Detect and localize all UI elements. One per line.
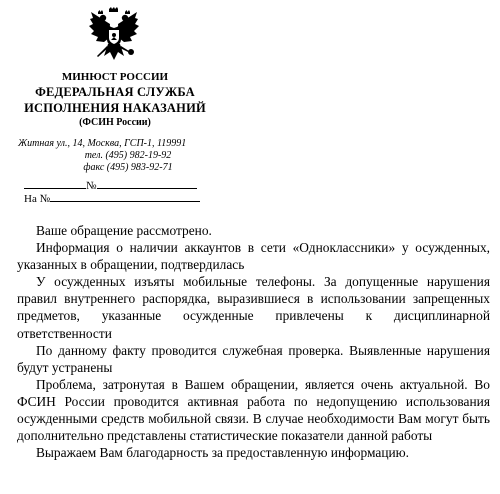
incoming-reference-line xyxy=(24,191,200,205)
body-paragraph: По данному факту проводится служебная проверка. Выявленные нарушения будут устранены xyxy=(17,342,490,375)
coat-of-arms-icon xyxy=(88,6,140,64)
outgoing-number-line xyxy=(24,178,197,192)
body-paragraph: У осужденных изъяты мобильные телефоны. За допущенные нарушения правил внутреннего распорядка, выразившиеся в использовании запрещенных предметов, указанные осужденные привлечены к дисциплинарной ответственности xyxy=(17,274,490,341)
postal-address: Житная ул., 14, Москва, ГСП-1, 119991 xyxy=(18,138,187,149)
body-paragraph: Выражаем Вам благодарность за предоставленную информацию. xyxy=(36,445,410,461)
outgoing-number-label: № xyxy=(86,180,97,192)
service-abbreviation: (ФСИН России) xyxy=(79,117,151,128)
organization-name-block xyxy=(0,70,230,129)
outgoing-date-blank xyxy=(24,178,86,189)
contact-block xyxy=(18,138,230,174)
body-paragraph: Проблема, затронутая в Вашем обращении, является очень актуальной. Во ФСИН России проводится активная работа по недопущению использования осужденными средств мобильной связи. В случае необходимости Вам могут быть дополнительно представлены статистические показатели данной работы xyxy=(17,376,490,444)
service-name-line1: ФЕДЕРАЛЬНАЯ СЛУЖБА xyxy=(35,85,195,99)
letterhead xyxy=(0,0,500,205)
body-paragraph: Ваше обращение рассмотрено. xyxy=(36,223,212,238)
fax-number: факс (495) 983-92-71 xyxy=(83,162,173,173)
ministry-name: МИНЮСТ РОССИИ xyxy=(61,71,169,83)
incoming-ref-blank xyxy=(50,191,200,202)
incoming-ref-label: На № xyxy=(24,193,51,205)
phone-number: тел. (495) 982-19-92 xyxy=(84,150,172,161)
service-name-line2: ИСПОЛНЕНИЯ НАКАЗАНИЙ xyxy=(24,101,206,115)
letter-body xyxy=(17,222,490,461)
outgoing-number-blank xyxy=(97,178,197,189)
body-paragraph: Информация о наличии аккаунтов в сети «Одноклассники» у осужденных, указанных в обращении, подтвердилась xyxy=(17,240,490,273)
